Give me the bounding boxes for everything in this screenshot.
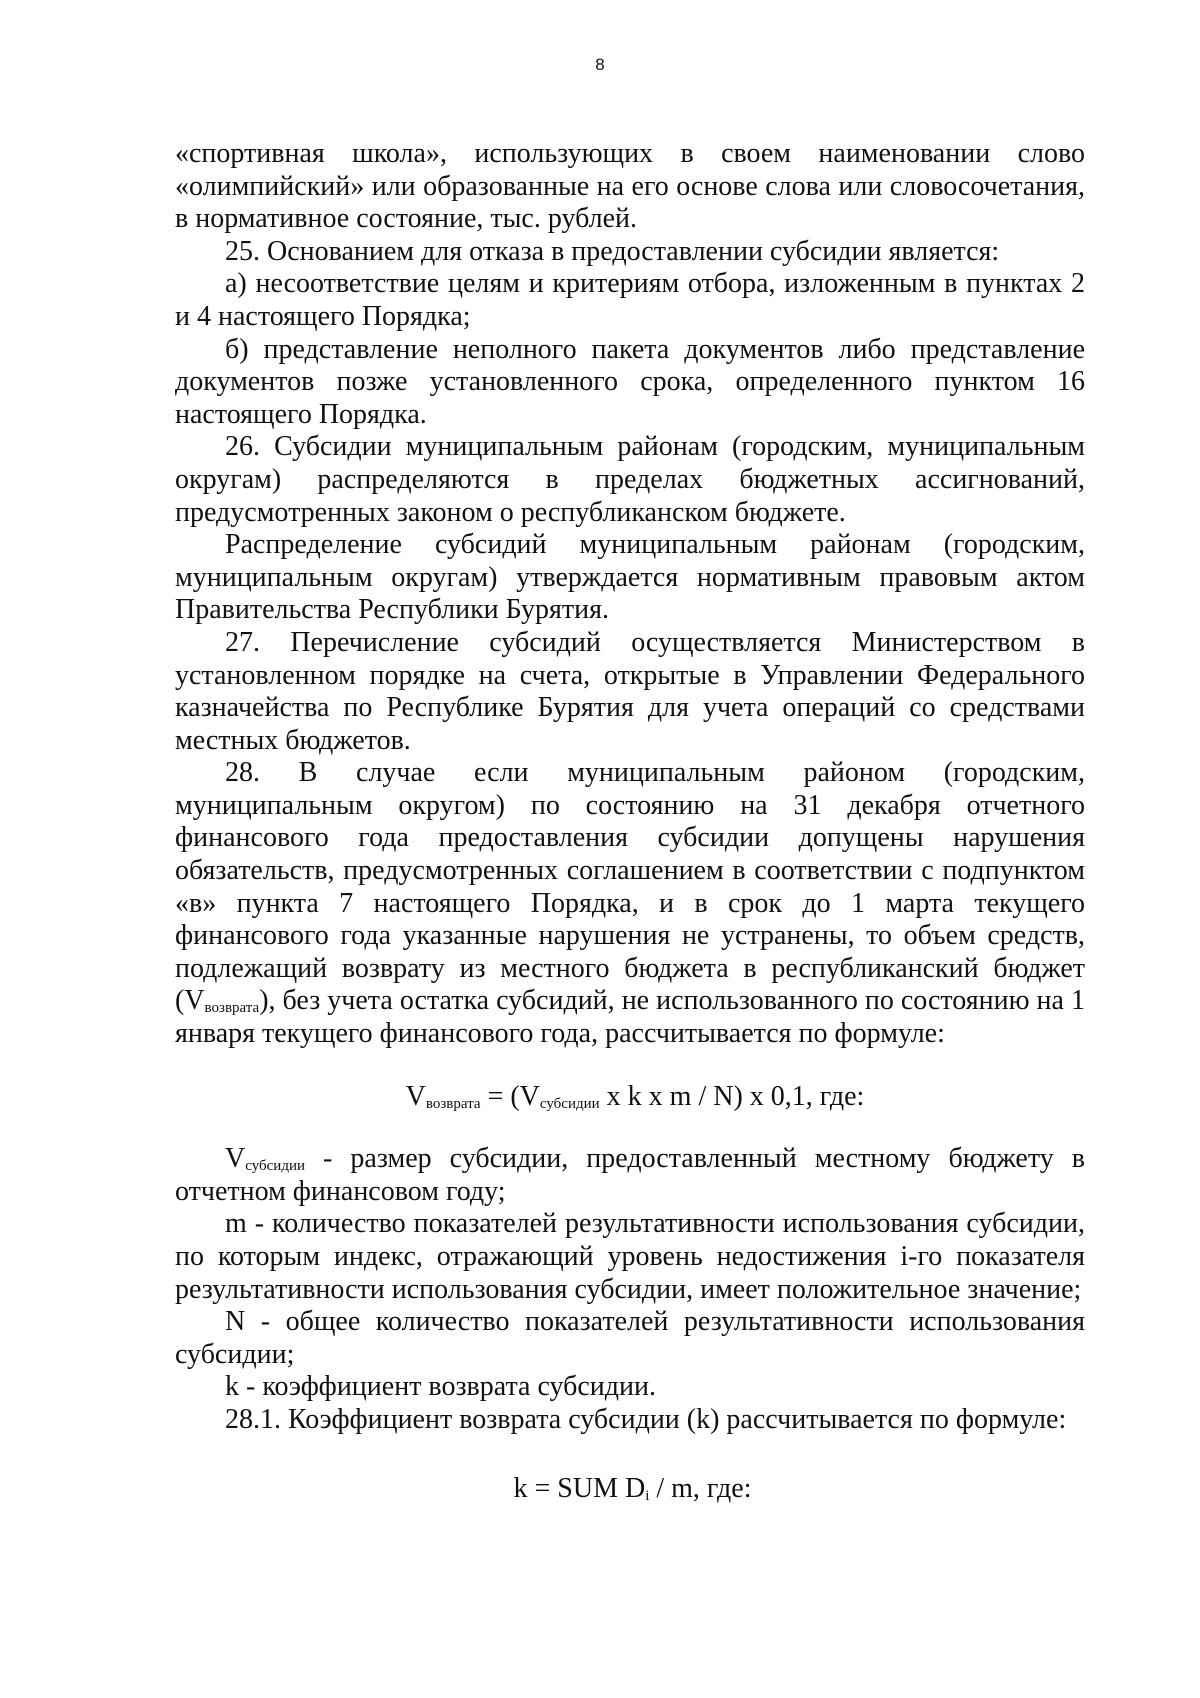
definition-n: N - общее количество показателей результативности использования субсидии; bbox=[175, 1306, 1085, 1370]
definition-m: m - количество показателей результативности использования субсидии, по которым индекс, отражающий уровень недостижения i-го показателя результативности использования субсидии, имеет положительное значение; bbox=[175, 1208, 1085, 1305]
paragraph-26: 26. Субсидии муниципальным районам (городским, муниципальным округам) распределяются в пределах бюджетных ассигнований, предусмотренных законом о республиканском бюджете. bbox=[175, 431, 1085, 528]
paragraph-28-text-end: ), без учета остатка субсидий, не использованного по состоянию на 1 января текущего финансового года, рассчитывается по формуле: bbox=[175, 985, 1085, 1050]
formula-middle: = (V bbox=[480, 1080, 540, 1112]
paragraph-27: 27. Перечисление субсидий осуществляется Министерством в установленном порядке на счета, открытые в Управлении Федерального казначейства по Республике Бурятия для учета операций со средствами местных бюджетов. bbox=[175, 626, 1085, 756]
paragraph-28 bbox=[175, 757, 1085, 1050]
formula-v: V bbox=[405, 1080, 426, 1112]
formula-return-volume bbox=[175, 1081, 1085, 1114]
paragraph-28-text-start: 28. В случае если муниципальным районом (городским, муниципальным округом) по состоянию на 31 декабря отчетного финансового года предоставления субсидии допущены нарушения обязательств, предусмотренных соглашением в соответствии с подпунктом «в» пункта 7 настоящего Порядка, и в срок до 1 марта текущего финансового года указанные нарушения не устранены, то объем средств, подлежащий возврату из местного бюджета в республиканский бюджет (V bbox=[175, 757, 1085, 1017]
formula-sub-vozvrata: возврата bbox=[425, 1095, 481, 1112]
paragraph-intro: «спортивная школа», использующих в своем наименовании слово «олимпийский» или образованные на его основе слова или словосочетания, в нормативное состояние, тыс. рублей. bbox=[175, 138, 1085, 235]
formula2-start: k = SUM D bbox=[513, 1472, 646, 1504]
formula-end: x k x m / N) x 0,1, где: bbox=[599, 1080, 865, 1112]
document-body bbox=[175, 138, 1085, 1505]
formula2-sub-i: i bbox=[645, 1487, 650, 1504]
definition-sub-subsidii: субсидии bbox=[245, 1158, 305, 1175]
paragraph-25a: а) несоответствие целям и критериям отбора, изложенным в пунктах 2 и 4 настоящего Порядка; bbox=[175, 268, 1085, 332]
paragraph-25: 25. Основанием для отказа в предоставлении субсидии является: bbox=[225, 235, 1000, 267]
page-number: 8 bbox=[595, 55, 605, 74]
paragraph-26-distribution: Распределение субсидий муниципальным районам (городским, муниципальным округам) утверждается нормативным правовым актом Правительства Республики Бурятия. bbox=[175, 529, 1085, 626]
paragraph-25b: б) представление неполного пакета документов либо представление документов позже установленного срока, определенного пунктом 16 настоящего Порядка. bbox=[175, 333, 1085, 430]
formula2-end: / m, где: bbox=[649, 1472, 752, 1504]
definition-v-subsidii bbox=[175, 1143, 1085, 1208]
paragraph-28-1: 28.1. Коэффициент возврата субсидии (k) рассчитывается по формуле: bbox=[225, 1403, 1067, 1435]
formula-coefficient bbox=[175, 1473, 1085, 1506]
subscript-vozvrata: возврата bbox=[204, 1000, 260, 1017]
formula-sub-subsidii: субсидии bbox=[539, 1095, 600, 1112]
definition-v-text: - размер субсидии, предоставленный местному бюджету в отчетном финансовом году; bbox=[175, 1143, 1085, 1207]
definition-k: k - коэффициент возврата субсидии. bbox=[225, 1371, 657, 1403]
definition-v: V bbox=[225, 1143, 246, 1175]
